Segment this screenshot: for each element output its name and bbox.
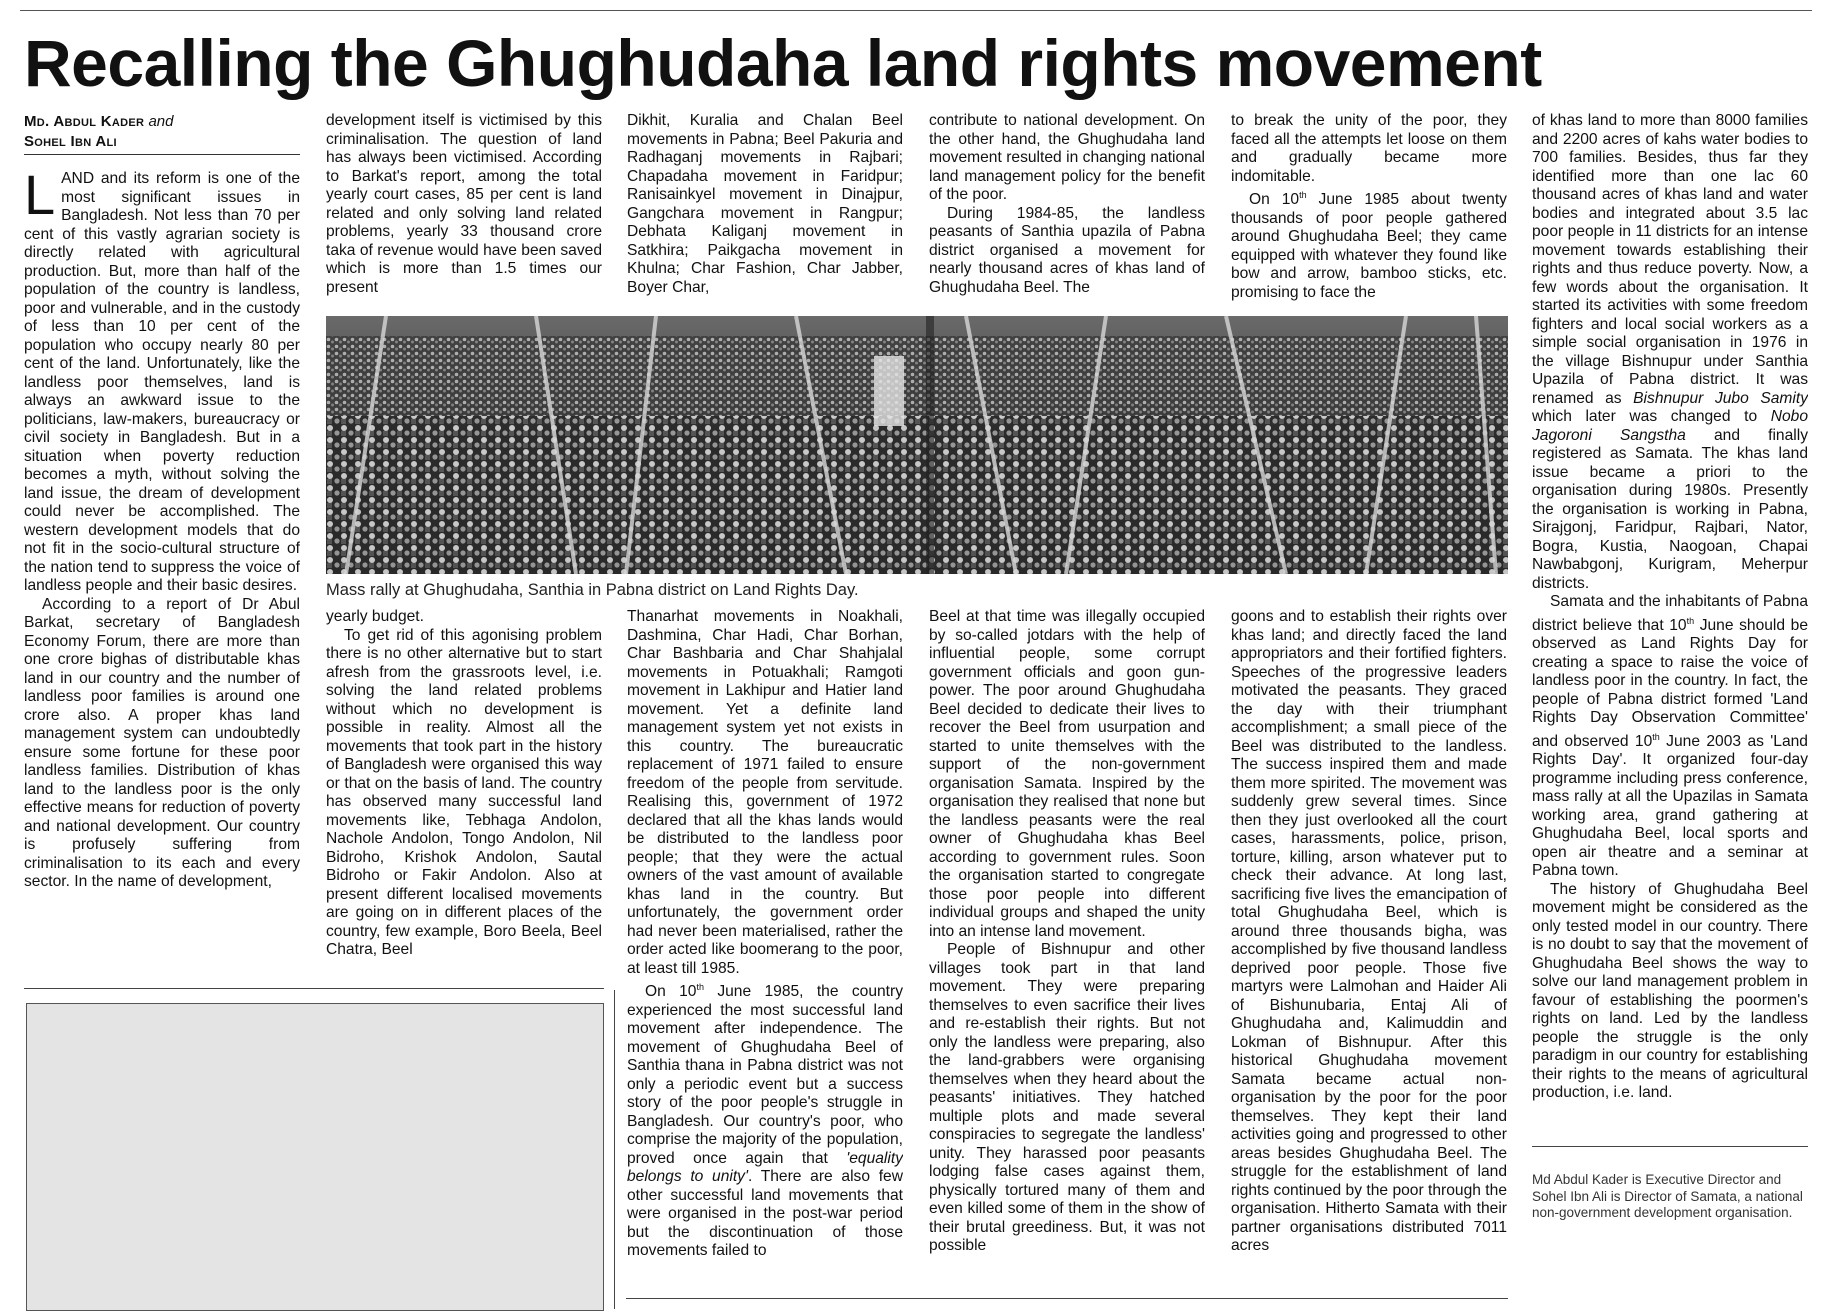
paragraph: contribute to national development. On the other hand, the Ghughudaha land movement resulted in changing national land management policy for the benefit of the poor. <box>929 112 1205 203</box>
column-6 <box>1532 112 1808 1152</box>
column-4-top <box>929 112 1205 302</box>
headline: Recalling the Ghughudaha land rights movement <box>24 26 1542 100</box>
column-1 <box>24 170 300 970</box>
paragraph: LAND and its reform is one of the most significant issues in Bangladesh. Not less than 70 per cent of this vastly agrarian society is directly related with agricultural production. But, more than half of the population of the country is landless, poor and vulnerable, and in the custody of less than 10 per cent of the population who occupy nearly 80 per cent of the land. Unfortunately, like the landless poor themselves, land is always an awkward issue to the politicians, law-makers, bureaucracy or civil society in Bangladesh. But in a situation when poverty reduction becomes a myth, without solving the land issue, the dream of development could never be accomplished. The western development models that do not fit in the socio-cultural structure of the nation tend to suppress the voice of landless people and their basic desires. <box>24 170 300 594</box>
crowd-photo-illustration <box>326 316 1508 574</box>
paragraph: People of Bishnupur and other villages took part in that land movement. They were preparing themselves to even sacrifice their lives and re-establish their rights. But not only the landless were preparing, also the land-grabbers were organising themselves when they heard about the peasants' initiatives. They hatched multiple plots and made several conspiracies to segregate the landless' unity. They harassed poor peasants lodging false cases against them, physically tortured many of them and even killed some of them in the show of their brutal greediness. But, it was not possible <box>929 941 1205 1254</box>
paragraph: Samata and the inhabitants of Pabna district believe that 10th June should be observed as Land Rights Day for creating a space to raise the voice of landless poor in the country. In fact, the people of Pabna district formed 'Land Rights Day Observation Committee' and observed 10th June 2003 as 'Land Rights Day'. It organized four-day programme including press conference, mass rally at all the Upazilas in Samata working area, grand gathering at Ghughudaha Beel, local sports and open air theatre and a seminar at Pabna town. <box>1532 593 1808 880</box>
column-2-bottom <box>326 608 602 980</box>
rally-photo <box>326 316 1508 574</box>
column-3-top <box>627 112 903 302</box>
column-3-bottom <box>627 608 903 1290</box>
bottom-rule <box>626 1298 1508 1299</box>
paragraph: goons and to establish their rights over khas land; and directly faced the land appropriators and their fortified fighters. Speeches of the progressive leaders motivated the peasants. They graced the day with their triumphant accomplishment; a small piece of the Beel was distributed to the landless. The success inspired them and made them more spirited. The movement was suddenly grew several times. Since then they just overlooked all the court cases, harassments, police, prison, torture, killing, arson whatever put to check their advance. At long last, sacrificing five lives the emancipation of total Ghughudaha Beel, which is around three thousands bigha, was accomplished by five thousand landless deprived poor people. Those five martyrs were Lalmohan and Haider Ali of Bishunubaria, Entaj Ali of Ghughudaha and, Kalimuddin and Lokman of Bishnupur. After this historical Ghughudaha movement Samata became actual non-organisation by the poor for the poor themselves. They kept their land activities going and progressed to other areas besides Ghughudaha Beel. The struggle for the establishment of land rights continued by the poor through the organisation. Hitherto Samata with their partner organisations distributed 7011 acres <box>1231 608 1507 1254</box>
column-2-top <box>326 112 602 302</box>
top-rule <box>20 10 1812 11</box>
drop-cap: L <box>24 170 56 226</box>
column-5-bottom <box>1231 608 1507 1290</box>
paragraph: On 10th June 1985 about twenty thousands of poor people gathered around Ghughudaha Beel; they came equipped with whatever they found like bow and arrow, bamboo sticks, etc. promising to face the <box>1231 190 1507 301</box>
paragraph: development itself is victimised by this criminalisation. The question of land has always been victimised. According to Barkat's report, among the total yearly court cases, 85 per cent is land related and only solving land related problems, yearly 33 thousand crore taka of revenue would have been saved which is more than 1.5 times our present <box>326 112 602 296</box>
byline-and: and <box>148 113 174 130</box>
paragraph: During 1984-85, the landless peasants of Santhia upazila of Pabna district organised a movement for nearly thousand acres of khas land of Ghughudaha Beel. The <box>929 204 1205 296</box>
byline <box>24 112 300 155</box>
paragraph: According to a report of Dr Abul Barkat, secretary of Bangladesh Economy Forum, there are more than one crore bighas of distributable khas land in our country and the number of landless poor families is around one crore also. A proper khas land management system can undoubtedly ensure some fortune for these poor landless families. Distribution of khas land to the landless poor is the only effective means for reduction of poverty and national development. Our country is profusely suffering from criminalisation to its each and every sector. In the name of development, <box>24 595 300 890</box>
column-6-rule <box>1532 1146 1808 1147</box>
column-rule <box>614 990 615 1309</box>
paragraph: to break the unity of the poor, they faced all the attempts let loose on them and gradually became more indomitable. <box>1231 112 1507 185</box>
author-2: Sohel Ibn Ali <box>24 133 117 150</box>
column-5-top <box>1231 112 1507 302</box>
advertisement-placeholder <box>26 1003 604 1311</box>
paragraph: On 10th June 1985, the country experienced the most successful land movement after independence. The movement of Ghughudaha Beel of Santhia thana in Pabna district was not only a periodic event but a success story of the poor people's struggle in Bangladesh. Our country's poor, who comprise the majority of the population, proved once again that 'equality belongs to unity'. There are also few other successful land movements that were organised in the post-war period but the discontinuation of those movements failed to <box>627 982 903 1260</box>
column-4-bottom <box>929 608 1205 1290</box>
paragraph: yearly budget. <box>326 608 424 625</box>
paragraph: To get rid of this agonising problem there is no other alternative but to start afresh from the grassroots level, i.e. solving the land related problems without which no development is possible in reality. Almost all the movements that took part in the history of Bangladesh were organised this way or that on the basis of land. The country has observed many successful land movements like, Tebhaga Andolon, Nachole Andolon, Tongo Andolon, Nil Bidroho, Krishok Andolon, Sautal Bidroho or Fakir Andolon. Also at present different localised movements are going on in different places of the country, few example, Boro Beela, Beel Chatra, Beel <box>326 626 602 958</box>
paragraph: Thanarhat movements in Noakhali, Dashmina, Char Hadi, Char Borhan, Char Bashbaria and Char Shahjalal movements in Potuakhali; Ramgoti movement in Lakhipur and Hatier land movement. Yet a definite land management system yet not exists in this country. The bureaucratic replacement of 1971 failed to ensure freedom of the people from servitude. Realising this, government of 1972 declared that all the khas lands would be distributed to the landless poor people; that they were the actual owners of the vast amount of available khas land in the country. But unfortunately, the government order had never been materialised, rather the order acted like boomerang to the poor, at least till 1985. <box>627 608 903 977</box>
author-bio: Md Abdul Kader is Executive Director and Sohel Ibn Ali is Director of Samata, a national non-government development organisation. <box>1532 1172 1803 1220</box>
author-1: Md. Abdul Kader <box>24 113 145 130</box>
section-rule <box>24 988 604 989</box>
paragraph: of khas land to more than 8000 families and 2200 acres of kahs water bodies to 700 families. Besides, thus far they identified more than one lac 60 thousand acres of khas land and water bodies and integrated about 3.5 lac poor people in 11 districts for an intense movement towards establishing their rights and thus reduce poverty. Now, a few words about the organisation. It started its activities with some freedom fighters and local social workers as a simple social organisation in 1976 in the village Bishnupur under Santhia Upazila of Pabna district. It was renamed as Bishnupur Jubo Samity which later was changed to Nobo Jagoroni Sangstha and finally registered as Samata. The khas land issue became a priori to the organisation during 1980s. Presently the organisation is working in Pabna, Sirajgonj, Faridpur, Rajbari, Nator, Bogra, Kustia, Naogoan, Chapai Nawbabgonj, Kurigram, Meherpur districts. <box>1532 112 1808 592</box>
paragraph: Dikhit, Kuralia and Chalan Beel movements in Pabna; Beel Pakuria and Radhaganj movements in Rajbari; Chapadaha movement in Faridpur; Ranisainkyel movement in Dinajpur, Gangchara movement in Rangpur; Debhata Kaliganj movement in Satkhira; Paikgacha movement in Khulna; Char Fashion, Char Jabber, Boyer Char, <box>627 112 903 296</box>
photo-caption: Mass rally at Ghughudaha, Santhia in Pabna district on Land Rights Day. <box>326 581 859 599</box>
paragraph: The history of Ghughudaha Beel movement might be considered as the only tested model in our country. There is no doubt to say that the movement of Ghughudaha Beel shows the way to solve our land management problem in favour of establishing the poormen's rights on land. Led by the landless people the struggle is the only paradigm in our country for establishing their rights to the means of agricultural production, i.e. land. <box>1532 880 1808 1102</box>
paragraph: Beel at that time was illegally occupied by so-called jotdars with the help of influential people, some corrupt government officials and goon gun-power. The poor around Ghughudaha Beel decided to dedicate their lives to recover the Beel from usurpation and started to unite themselves with the support of the non-government organisation Samata. Inspired by the organisation they realised that none but the landless peasants were the real owner of Ghughudaha khas Beel according to government rules. Soon the organisation started to congregate those poor people into different individual groups and shaped the unity into an intense land movement. <box>929 608 1205 940</box>
